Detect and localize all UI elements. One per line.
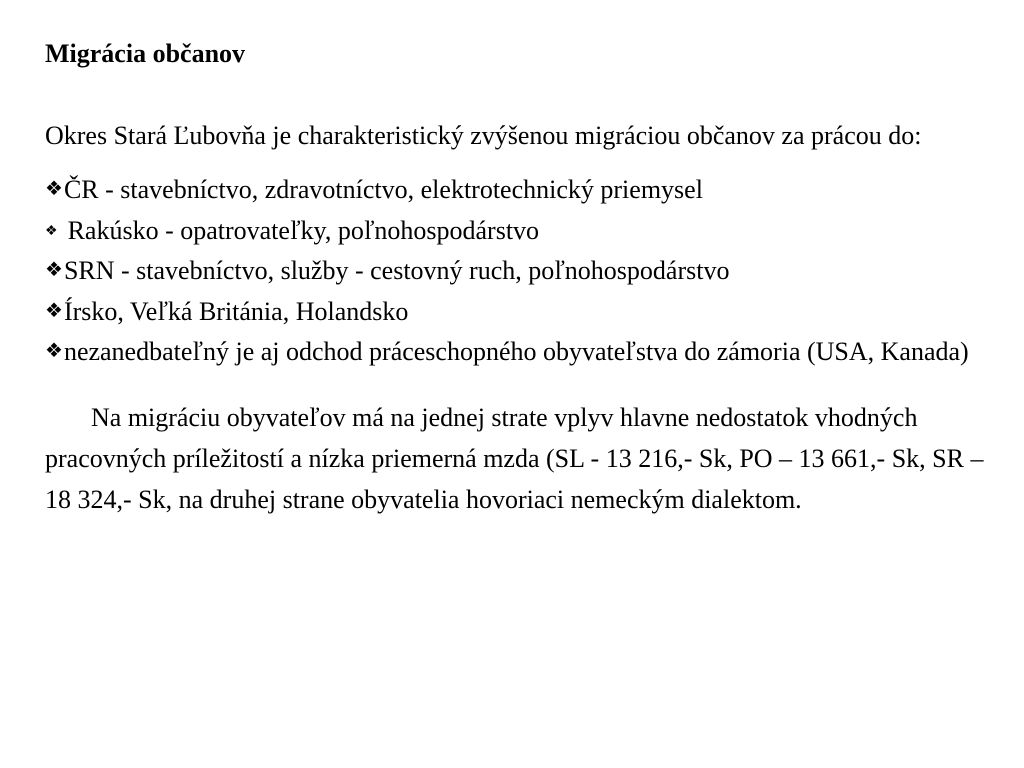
diamond-bullet-icon: ❖	[45, 178, 63, 200]
diamond-bullet-icon: ❖	[45, 299, 63, 322]
slide-content	[45, 36, 995, 520]
intro-text: Okres Stará Ľubovňa je charakteristický zvýšenou migráciou občanov za prácou do:	[45, 121, 922, 150]
list-item-text: Rakúsko - opatrovateľky, poľnohospodárstvo	[67, 215, 540, 245]
list-item-text: ČR - stavebníctvo, zdravotníctvo, elektrotechnický priemysel	[63, 175, 703, 204]
slide-title: Migrácia občanov	[45, 39, 246, 68]
summary-paragraph: Na migráciu obyvateľov má na jednej strate vplyv hlavne nedostatok vhodných pracovných príležitostí a nízka priemerná mzda (SL - 13 216,- Sk, PO – 13 661,- Sk, SR – 18 324,- Sk, na druhej strane obyvatelia hovoriaci nemeckým dialektom.	[45, 402, 984, 514]
diamond-bullet-icon: ❖	[45, 259, 63, 281]
diamond-bullet-icon: ❖	[45, 223, 58, 239]
list-item-text: nezanedbateľný je aj odchod práceschopného obyvateľstva do zámoria (USA, Kanada)	[63, 337, 969, 366]
diamond-bullet-icon: ❖	[45, 340, 63, 362]
list-item	[45, 251, 995, 292]
destination-list	[45, 170, 995, 373]
list-item	[45, 332, 995, 373]
list-item	[45, 292, 995, 333]
list-item	[45, 170, 995, 211]
list-item	[45, 211, 995, 252]
list-item-text: SRN - stavebníctvo, služby - cestovný ruch, poľnohospodárstvo	[63, 256, 730, 285]
list-item-text: Írsko, Veľká Británia, Holandsko	[63, 296, 409, 326]
